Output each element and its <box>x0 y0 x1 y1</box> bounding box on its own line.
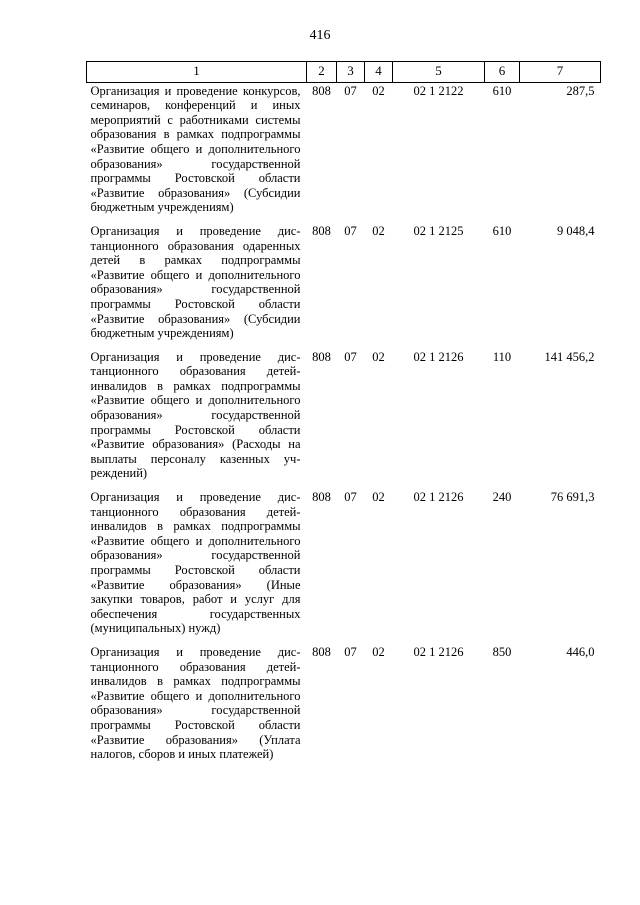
row-target-code: 02 1 2126 <box>413 490 464 505</box>
row-subsection-code: 02 <box>372 83 385 98</box>
row-description: Организация и проведение дистанционного образования детей-инвалидов в рамках подпрограммы «Развитие общего и дополнительного образования» государственной программы Ростовской области «Развитие образования» (Уплата налогов, сборов и иных платежей) <box>90 644 301 762</box>
row-expense-type-code: 610 <box>492 83 512 98</box>
row-target-code: 02 1 2126 <box>413 644 464 659</box>
row-ministry-code: 808 <box>312 349 331 364</box>
column-header-section: 3 <box>337 62 365 83</box>
table-row <box>87 349 601 489</box>
table-header-row <box>87 62 601 83</box>
row-amount: 446,0 <box>566 644 595 659</box>
row-ministry-code: 808 <box>312 223 331 238</box>
table-row <box>87 82 601 223</box>
row-expense-type-code: 240 <box>492 490 512 505</box>
row-amount: 141 456,2 <box>544 349 595 364</box>
column-header-name: 1 <box>87 62 307 83</box>
row-ministry-code: 808 <box>312 490 331 505</box>
budget-table <box>86 61 601 770</box>
table-row <box>87 223 601 349</box>
row-expense-type-code: 850 <box>492 644 512 659</box>
row-target-code: 02 1 2122 <box>413 83 464 98</box>
row-subsection-code: 02 <box>372 490 385 505</box>
row-ministry-code: 808 <box>312 83 331 98</box>
row-target-code: 02 1 2125 <box>413 223 464 238</box>
table-row <box>87 489 601 644</box>
row-description: Организация и проведение дистанционного образования одаренных детей в рамках подпрограммы «Развитие общего и дополнительного образования» государственной программы Ростовской области «Развитие образования» (Субсидии бюджетным учреждениям) <box>90 223 301 341</box>
row-description: Организация и проведение конкурсов, семинаров, конференций и иных мероприятий с работниками системы образования в рамках подпрограммы «Развитие общего и дополнительного образования» государственной программы Ростовской области «Развитие образования» (Субсидии бюджетным учреждениям) <box>90 83 301 215</box>
table-row <box>87 644 601 770</box>
row-subsection-code: 02 <box>372 644 385 659</box>
column-header-target: 5 <box>393 62 485 83</box>
row-description: Организация и проведение дистанционного образования детей-инвалидов в рамках подпрограммы «Развитие общего и дополнительного образования» государственной программы Ростовской области «Развитие образования» (Расходы на выплаты персоналу казенных учреждений) <box>90 349 301 481</box>
row-amount: 76 691,3 <box>550 490 595 505</box>
row-subsection-code: 02 <box>372 223 385 238</box>
row-section-code: 07 <box>344 490 357 505</box>
row-target-code: 02 1 2126 <box>413 349 464 364</box>
row-section-code: 07 <box>344 644 357 659</box>
page-number: 416 <box>309 28 331 43</box>
column-header-expense-type: 6 <box>485 62 520 83</box>
column-header-amount: 7 <box>520 62 601 83</box>
row-expense-type-code: 610 <box>492 223 512 238</box>
row-section-code: 07 <box>344 83 357 98</box>
row-description: Организация и проведение дистанционного образования детей-инвалидов в рамках подпрограммы «Развитие общего и дополнительного образования» государственной программы Ростовской области «Развитие образования» (Иные закупки товаров, работ и услуг для обеспечения государственных (муниципальных) нужд) <box>90 490 301 636</box>
row-ministry-code: 808 <box>312 644 331 659</box>
row-section-code: 07 <box>344 349 357 364</box>
row-section-code: 07 <box>344 223 357 238</box>
row-amount: 287,5 <box>566 83 595 98</box>
row-amount: 9 048,4 <box>557 223 595 238</box>
column-header-subsection: 4 <box>365 62 393 83</box>
row-expense-type-code: 110 <box>492 349 512 364</box>
row-subsection-code: 02 <box>372 349 385 364</box>
column-header-ministry: 2 <box>307 62 337 83</box>
